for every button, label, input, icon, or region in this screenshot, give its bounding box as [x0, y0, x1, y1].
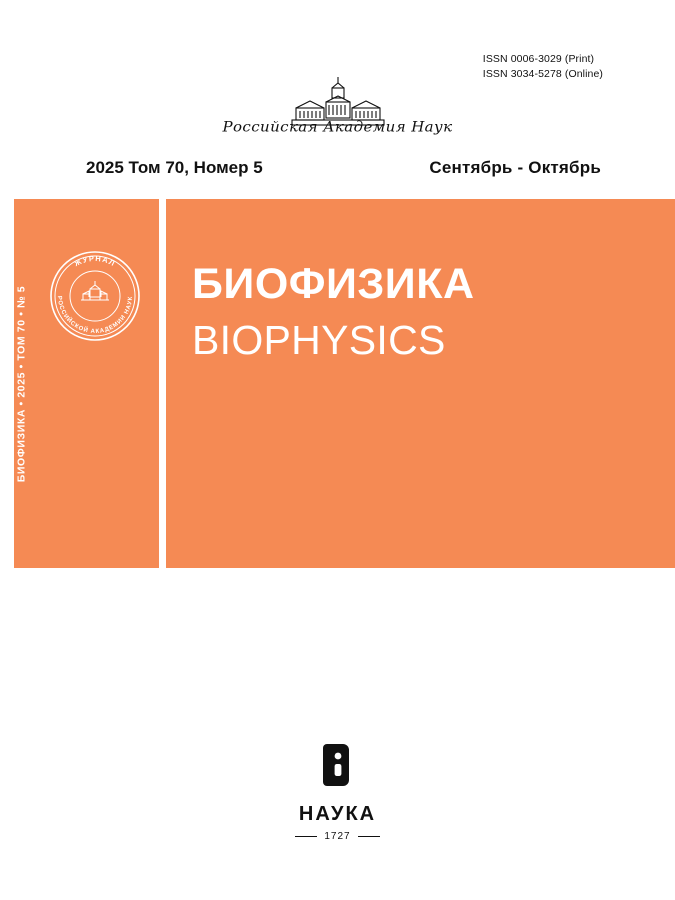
rule-left [295, 836, 317, 837]
spine-label: БИОФИЗИКА • 2025 • ТОМ 70 • № 5 [15, 285, 27, 483]
journal-titles [192, 260, 475, 363]
svg-text:ЖУРНАЛ: ЖУРНАЛ [72, 253, 118, 269]
nauka-publisher-logo-icon [321, 742, 355, 793]
academy-emblem [0, 74, 675, 136]
issn-online: ISSN 3034-5278 (Online) [482, 68, 603, 81]
publisher-name: НАУКА [298, 803, 377, 825]
issue-months: Сентябрь - Октябрь [429, 158, 601, 177]
volume-number: 2025 Том 70, Номер 5 [86, 158, 263, 177]
svg-text:РОССИЙСКОЙ АКАДЕМИИ НАУК: РОССИЙСКОЙ АКАДЕМИИ НАУК [55, 295, 135, 336]
publisher-block [0, 742, 675, 842]
publisher-year: 1727 [324, 831, 351, 842]
title-english: BIOPHYSICS [192, 317, 446, 363]
issue-line [86, 158, 601, 178]
rule-right [358, 836, 380, 837]
issn-print: ISSN 0006-3029 (Print) [482, 53, 595, 65]
title-russian: БИОФИЗИКА [192, 260, 475, 308]
spine-text [0, 258, 43, 510]
journal-round-stamp-icon [47, 248, 143, 344]
band-vertical-divider [159, 199, 166, 568]
publisher-year-row [295, 831, 379, 842]
academy-script-text: Российская Академия Наук [222, 118, 453, 136]
